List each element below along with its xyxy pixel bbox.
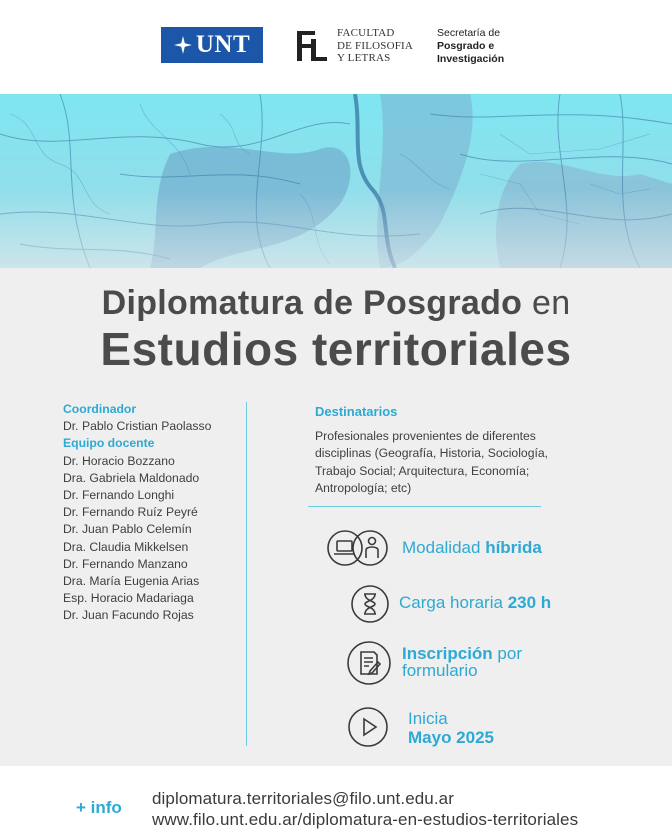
- more-info-label: + info: [76, 798, 122, 817]
- column-divider: [246, 402, 247, 746]
- faculty-member: Esp. Horacio Madariaga: [63, 591, 194, 606]
- ffyl-monogram-icon: [293, 27, 331, 65]
- coordinator-heading: Coordinador: [63, 402, 137, 416]
- faculty-member: Dr. Horacio Bozzano: [63, 453, 175, 468]
- unt-star-icon: [174, 36, 192, 54]
- section-divider: [308, 506, 541, 507]
- faculty-member: Dra. Gabriela Maldonado: [63, 470, 200, 485]
- hybrid-mode-icon: [326, 528, 390, 568]
- header: [0, 0, 672, 94]
- unt-logo[interactable]: [161, 27, 263, 63]
- start-text: Inicia Mayo 2025: [408, 709, 494, 747]
- faculty-member: Dra. María Eugenia Arias: [63, 574, 200, 589]
- faculty-heading: Equipo docente: [63, 436, 155, 451]
- map-banner: [0, 94, 672, 268]
- faculty-member: Dra. Claudia Mikkelsen: [63, 539, 189, 554]
- modality-text: Modalidad híbrida: [402, 538, 542, 557]
- ffyl-logo-text: FACULTAD DE FILOSOFIA Y LETRAS: [337, 27, 414, 64]
- title-line-2: Estudios territoriales: [100, 323, 572, 375]
- hours-text: Carga horaria 230 h: [399, 593, 552, 612]
- form-icon: [346, 640, 392, 686]
- faculty-member: Dr. Juan Pablo Celemín: [63, 522, 192, 537]
- faculty-member: Dr. Fernando Manzano: [63, 556, 188, 571]
- signup-text: Inscripción por formulario: [402, 644, 522, 680]
- audience-heading: Destinatarios: [315, 404, 398, 419]
- hourglass-icon: [350, 584, 390, 624]
- contact-url[interactable]: www.filo.unt.edu.ar/diplomatura-en-estudios-territoriales: [152, 810, 579, 829]
- laptop-icon: [334, 541, 355, 554]
- secretaria-logo-text: Secretaría de Posgrado e Investigación: [437, 27, 505, 65]
- title-line-1: Diplomatura de Posgrado en: [101, 284, 571, 322]
- person-icon: [366, 538, 378, 559]
- audience-description: Profesionales provenientes de diferentes disciplinas (Geografía, Historia, Sociología, Trabajo Social; Arquitectura, Economía; Antropología; etc): [315, 429, 549, 496]
- faculty-member: Dr. Fernando Ruíz Peyré: [63, 505, 198, 520]
- unt-logo-text: UNT: [195, 31, 251, 58]
- teaching-team: [63, 401, 243, 625]
- territory-map-image: [0, 94, 672, 268]
- coordinator-name: Dr. Pablo Cristian Paolasso: [63, 419, 212, 434]
- faculty-member: Dr. Juan Facundo Rojas: [63, 608, 194, 623]
- play-icon: [347, 706, 389, 748]
- contact-email[interactable]: diplomatura.territoriales@filo.unt.edu.ar: [152, 789, 454, 808]
- faculty-member: Dr. Fernando Longhi: [63, 488, 175, 503]
